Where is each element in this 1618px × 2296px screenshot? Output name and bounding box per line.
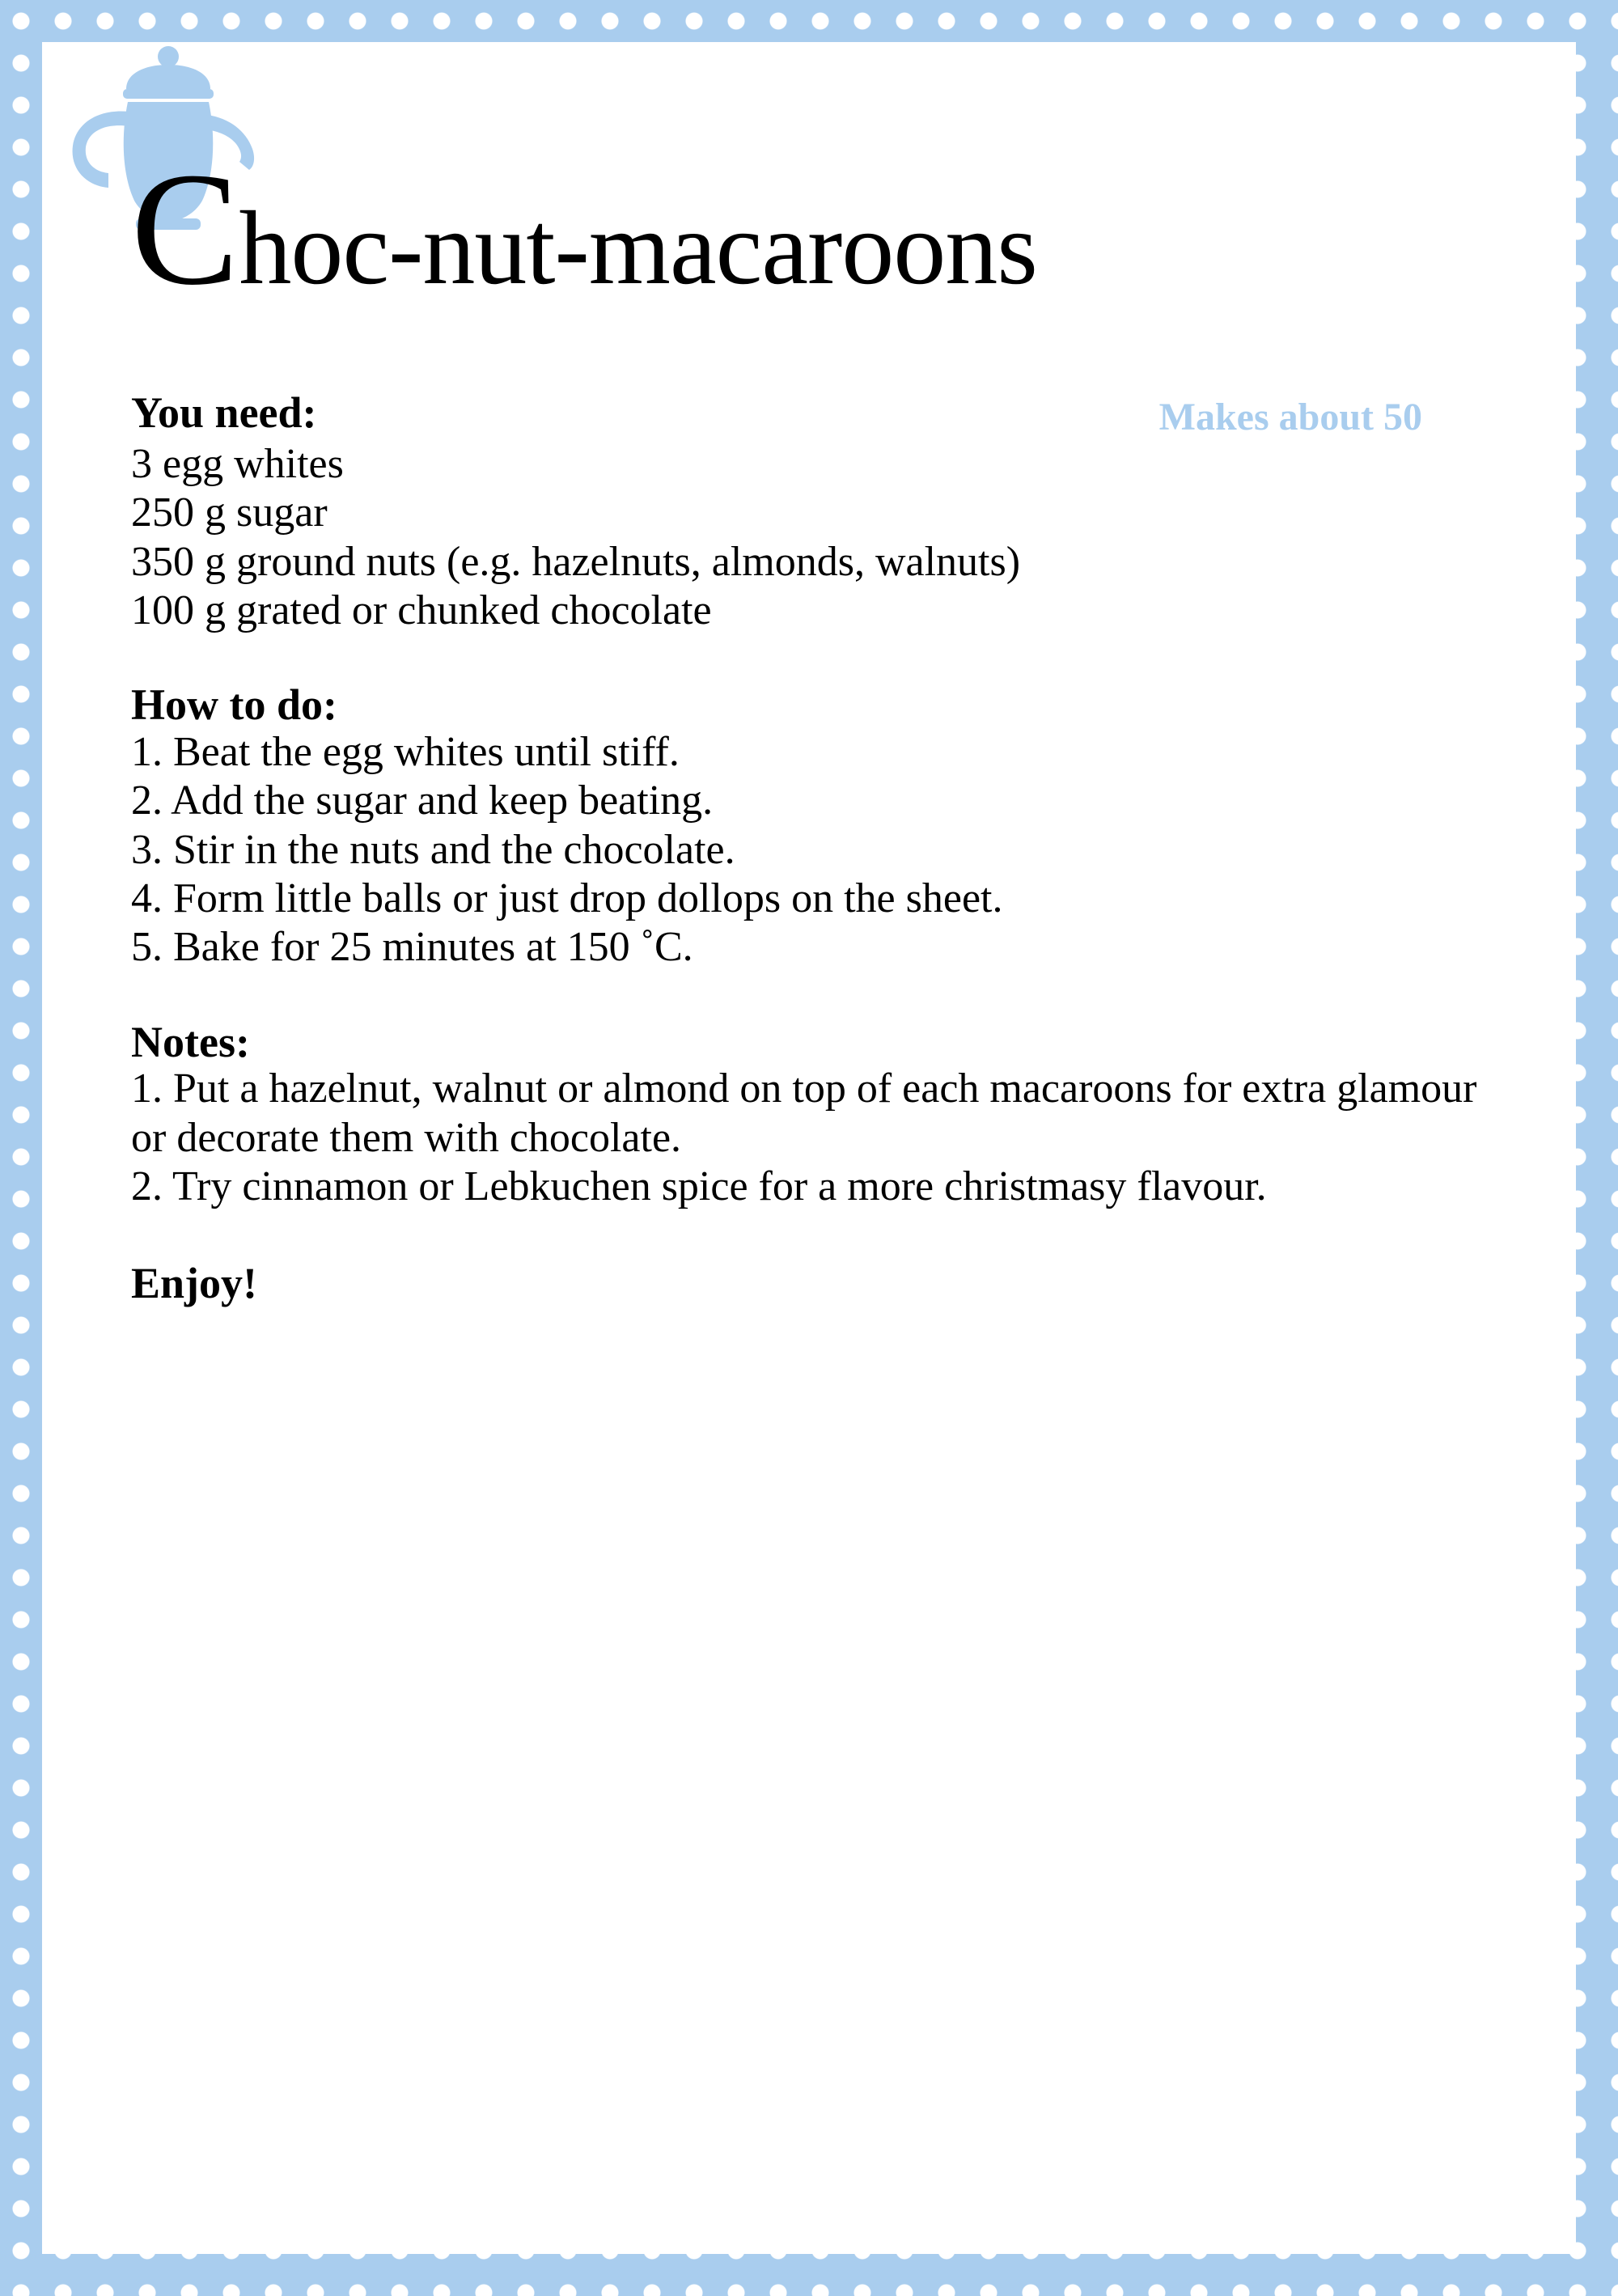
steps-heading: How to do: xyxy=(131,680,337,730)
spacer xyxy=(131,635,1519,682)
step-item: 5. Bake for 25 minutes at 150 ˚C. xyxy=(131,924,693,971)
recipe-body xyxy=(131,390,1519,1308)
recipe-sheet xyxy=(42,42,1576,2254)
note-item: 2. Try cinnamon or Lebkuchen spice for a more christmasy flavour. xyxy=(131,1163,1267,1209)
closing-text: Enjoy! xyxy=(131,1259,258,1308)
ingredients-heading: You need: xyxy=(131,388,317,437)
ingredients-heading-row xyxy=(131,390,1519,440)
step-item: 3. Stir in the nuts and the chocolate. xyxy=(131,826,735,873)
yield-badge: Makes about 50 xyxy=(1158,396,1422,438)
ingredient-item: 100 g grated or chunked chocolate xyxy=(131,587,712,633)
step-item: 2. Add the sugar and keep beating. xyxy=(131,777,714,824)
ingredient-item: 250 g sugar xyxy=(131,489,328,536)
title-text: hoc-nut-macaroons xyxy=(239,190,1037,307)
spacer xyxy=(131,1211,1519,1258)
ingredient-item: 350 g ground nuts (e.g. hazelnuts, almonds, walnuts) xyxy=(131,538,1021,585)
spacer xyxy=(131,972,1519,1019)
step-item: 1. Beat the egg whites until stiff. xyxy=(131,728,680,775)
step-item: 4. Form little balls or just drop dollops on the sheet. xyxy=(131,875,1003,921)
page-title xyxy=(131,140,1587,319)
notes-heading: Notes: xyxy=(131,1017,250,1066)
note-item: 1. Put a hazelnut, walnut or almond on top of each macaroons for extra glamour or decorate them with chocolate. xyxy=(131,1065,1477,1161)
ingredient-item: 3 egg whites xyxy=(131,441,344,487)
title-drop-cap: C xyxy=(131,140,238,319)
recipe-header xyxy=(42,42,1576,358)
